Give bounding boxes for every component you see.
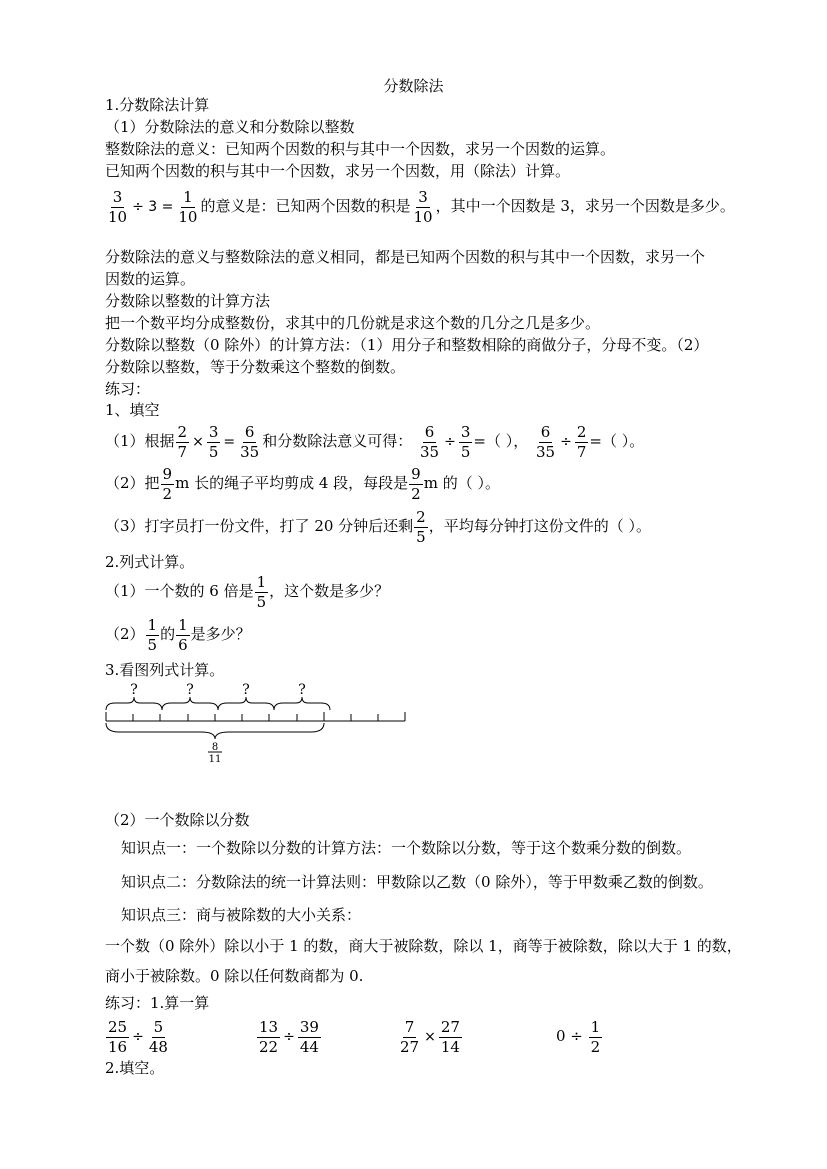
- paragraph: 把一个数平均分成整数份，求其中的几份就是求这个数的几分之几是多少。: [105, 314, 601, 332]
- paragraph: 商小于被除数。0 除以任何数商都为 0.: [105, 967, 364, 985]
- paragraph: 分数除以整数（0 除外）的计算方法：（1）用分子和整数相除的商做分子，分母不变。（2）: [105, 336, 709, 354]
- segment-diagram: [95, 676, 425, 766]
- question-mark: ?: [186, 682, 194, 698]
- fraction: $\frac{1}{10}$: [178, 187, 198, 226]
- fraction: $\frac{3}{5}$: [460, 422, 471, 461]
- practice-label: 练习：1.算一算: [105, 994, 210, 1012]
- paragraph: 一个数（0 除外）除以小于 1 的数，商大于被除数，除以 1，商等于被除数，除以大于 1 的数，: [105, 937, 742, 955]
- fraction-denominator: 11: [208, 754, 222, 765]
- fraction: $\frac{2}{7}$: [177, 422, 188, 461]
- paragraph: 分数除法的意义与整数除法的意义相同，都是已知两个因数的积与其中一个因数，求另一个: [105, 248, 706, 266]
- upper-braces: [106, 697, 330, 710]
- fraction: $\frac{1}{5}$: [256, 572, 267, 611]
- practice-label: 练习：: [105, 380, 151, 398]
- exercise-heading: 3.看图列式计算。: [105, 661, 225, 679]
- fraction: $\frac{1}{2}$: [590, 1017, 601, 1056]
- exercise-q3: （3）打字员打一份文件，打了 20 分钟后还剩 $\frac{2}{5}$ ，平均每分钟打这份文件的（ ）。: [105, 507, 651, 546]
- section-heading: 1.分数除法计算: [105, 96, 210, 114]
- fraction: $\frac{5}{48}$: [148, 1017, 168, 1056]
- paragraph: 整数除法的意义：已知两个因数的积与其中一个因数，求另一个因数的运算。: [105, 140, 616, 158]
- exercise-q2: （2）把 $\frac{9}{2}$ m 长的绳子平均剪成 4 段，每段是 $\frac{9}{2}$ m 的（ ）。: [105, 464, 500, 503]
- paragraph: 因数的运算。: [105, 270, 196, 288]
- subsection-heading: （2）一个数除以分数: [105, 811, 250, 829]
- example-line: $\frac{3}{10}$ ÷ 3 = $\frac{1}{10}$ 的意义是：已知两个因数的积是 $\frac{3}{10}$ ，其中一个因数是 3，求另一个因数是多少。: [108, 187, 735, 226]
- fraction: $\frac{1}{6}$: [178, 615, 188, 654]
- calc-q1: （1）一个数的 6 倍是 $\frac{1}{5}$ ，这个数是多少？: [105, 572, 390, 611]
- fraction: $\frac{6}{35}$: [536, 422, 556, 461]
- exercise-heading: 2.填空。: [105, 1059, 165, 1077]
- fraction: $\frac{9}{2}$: [162, 464, 173, 503]
- knowledge-point: 知识点二：分数除法的统一计算法则：甲数除以乙数（0 除外），等于甲数乘乙数的倒数。: [121, 873, 713, 891]
- fraction: $\frac{9}{2}$: [411, 464, 421, 503]
- expr-3: $\frac{7}{27}$ × $\frac{27}{14}$: [400, 1017, 460, 1056]
- paragraph: 分数除以整数，等于分数乘这个整数的倒数。: [105, 358, 406, 376]
- fraction: $\frac{3}{10}$: [413, 187, 433, 226]
- expr-1: $\frac{25}{16}$ ÷ $\frac{5}{48}$: [108, 1017, 168, 1056]
- fraction: $\frac{6}{35}$: [420, 422, 440, 461]
- fraction: $\frac{13}{22}$: [259, 1017, 279, 1056]
- fraction: $\frac{3}{10}$: [108, 187, 128, 226]
- subsection-heading: （1）分数除法的意义和分数除以整数: [105, 118, 355, 136]
- fraction: $\frac{39}{44}$: [299, 1017, 319, 1056]
- fraction: $\frac{2}{5}$: [416, 507, 426, 546]
- knowledge-point: 知识点三：商与被除数的大小关系：: [121, 906, 362, 924]
- fraction: $\frac{3}{5}$: [208, 422, 219, 461]
- fraction: $\frac{27}{14}$: [440, 1017, 460, 1056]
- expr-4: 0 ÷ $\frac{1}{2}$: [556, 1017, 601, 1056]
- lower-brace: [106, 723, 324, 739]
- exercise-q1: （1）根据 $\frac{2}{7}$ × $\frac{3}{5}$ = $\frac{6}{35}$ 和分数除法意义可得： $\frac{6}{35}$ ÷ $\frac{3}{5}$ =（ ）， $\frac{6}{35}$ ÷ $\frac{2}{7}$ =（ ）。: [105, 422, 645, 461]
- paragraph: 分数除以整数的计算方法: [105, 292, 271, 310]
- fraction-numerator: 8: [211, 742, 219, 753]
- question-mark: ?: [298, 682, 306, 698]
- page-title: 分数除法: [383, 77, 444, 95]
- knowledge-point: 知识点一：一个数除以分数的计算方法：一个数除以分数，等于这个数乘分数的倒数。: [121, 839, 692, 857]
- paragraph: 已知两个因数的积与其中一个因数，求另一个因数，用（除法）计算。: [105, 162, 571, 180]
- question-mark: ?: [130, 682, 138, 698]
- fraction: $\frac{6}{35}$: [240, 422, 260, 461]
- fraction: $\frac{7}{27}$: [400, 1017, 420, 1056]
- fraction: $\frac{25}{16}$: [108, 1017, 128, 1056]
- exercise-heading: 2.列式计算。: [105, 553, 195, 571]
- fraction: $\frac{1}{5}$: [147, 615, 158, 654]
- expr-2: $\frac{13}{22}$ ÷ $\frac{39}{44}$: [259, 1017, 319, 1056]
- exercise-heading: 1、填空: [105, 401, 160, 419]
- number-line: [106, 712, 405, 721]
- fraction: $\frac{2}{7}$: [576, 422, 587, 461]
- calc-q2: （2） $\frac{1}{5}$ 的 $\frac{1}{6}$ 是多少？: [105, 615, 251, 654]
- question-mark: ?: [242, 682, 250, 698]
